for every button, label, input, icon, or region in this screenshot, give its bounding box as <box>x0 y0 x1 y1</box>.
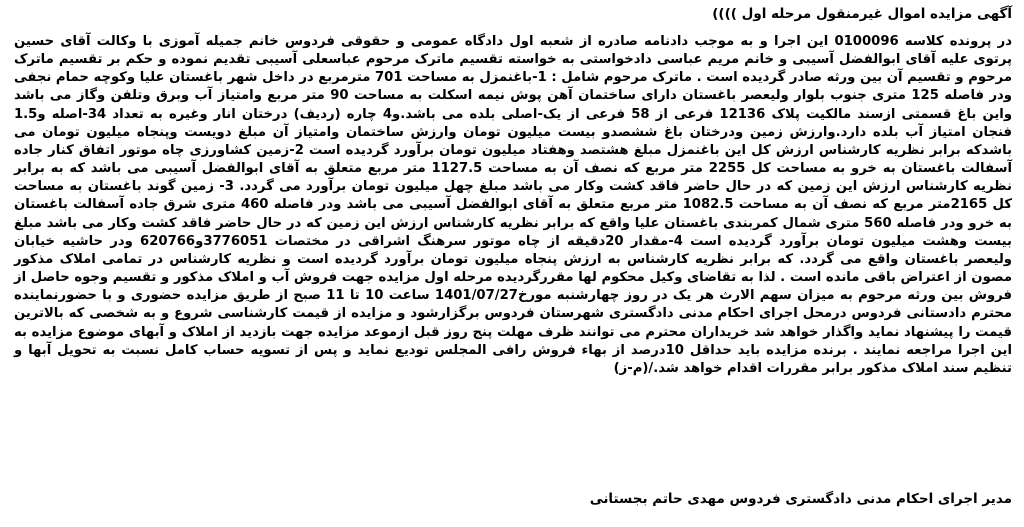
notice-signature: مدیر اجرای احکام مدنی دادگستری فردوس مهدی حاتم بجستانی <box>589 491 1012 507</box>
notice-title: آگهی مزایده اموال غیرمنقول مرحله اول )))) <box>712 6 1012 22</box>
notice-body: در پرونده کلاسه 0100096 این اجرا و به موجب دادنامه صادره از شعبه اول دادگاه عمومی و حقوقی فردوس خانم جمیله آموزی با وکالت آقای حسین پرتوی علیه آقای ابوالفضل آسیبی و خانم مریم عباسی دادخواستی به خواسته تقسیم ماترک مرحوم عباسعلی آسیبی تقدیم نموده و حکم بر تقسیم ماترک مرحوم و تقسیم آن بین ورثه صادر گردیده است . ماترک مرحوم شامل : 1-باغنمزل به مساحت 701 مترمربع در داخل شهر باغستان علیا وکوچه حمام نجفی ودر فاصله 125 متری جنوب بلوار ولیعصر باغستان دارای ساختمان آهن پوش نیمه اسکلت به مساحت 90 متر مربع وامتیاز آب وبرق وتلفن وگاز می باشد واین باغ قسمتی ازسند مالکیت پلاک 12136 فرعی از 58 فرعی از یک-اصلی بلده می باشد.و4 چاره (ردیف) درختان انار وغیره به تعداد 34-اصله و1.5 فنجان امتیاز آب بلده دارد.وارزش زمین ودرختان باغ ششصدو بیست میلیون تومان وارزش ساختمان وامتیاز آن مبلغ دویست وپنجاه میلیون تومان می باشدکه برابر نظریه کارشناس ارزش کل این باغنمزل مبلغ هشتصد وهفتاد میلیون تومان برآورد گردیده است 2-زمین کشاورزی چاه موتور اتفاق کنار جاده آسفالت باغستان به خرو به مساحت کل 2255 متر مربع که نصف آن به مساحت 1127.5 متر مربع متعلق به آقای ابوالفضل آسیبی می باشد که به برابر نظریه کارشناس ارزش این زمین که در حال حاضر فاقد کشت وکار می باشد مبلغ چهل میلیون تومان برآورد می گردد. 3- زمین گوند باغستان به مساحت کل 2165متر مربع که نصف آن به مساحت 1082.5 متر مربع متعلق به آقای ابوالفضل آسیبی می باشد ودر فاصله 460 متری شرق جاده آسفالت باغستان به خرو ودر فاصله 560 متری شمال کمربندی باغستان علیا واقع که برابر نظریه کارشناس ارزش این زمین که در حال حاضر فاقد کشت وکار می باشد مبلغ بیست وهشت میلیون تومان برآورد گردیده است 4-مقدار 20دقیقه از چاه موتور سرهنگ اشراقی در مختصات 3776051و620766 ودر حاشیه خیابان ولیعصر باغستان واقع می گردد. که برابر نظریه کارشناس به ارزش پنجاه میلیون تومان برآورد گردیده است و نظریه کارشناس در تمامی املاک مذکور مصون از اعتراض باقی مانده است . لذا به تقاضای وکیل محکوم لها مقررگردیده مرحله اول مزایده جهت فروش آب و املاک مذکور و تقسیم وجوه حاصل از فروش بین ورثه مرحوم به میزان سهم الارث هر یک در روز چهارشنبه مورخ1401/07/27 ساعت 10 تا 11 صبح از طریق مزایده حضوری و با حضورنماینده محترم دادستانی فردوس درمحل اجرای احکام مدنی دادگستری شهرستان فردوس برگزارشود و مزایده از قیمت کارشناسی شروع و به شخصی که بالاترین قیمت را پیشنهاد نماید واگذار خواهد شد خریداران محترم می توانند ظرف مهلت پنج روز قبل ازموعد مزایده جهت بازدید از املاک و آبهای موضوع مزایده به این اجرا مراجعه نمایند . برنده مزایده باید حداقل 10درصد از بهاء فروش رافی المجلس تودیع نماید و پس از تسویه حساب کامل نسبت به تحویل آبها و تنظیم سند املاک مذکور برابر مقررات اقدام خواهد شد./(م-ز) <box>14 34 1013 376</box>
auction-notice <box>14 0 1012 527</box>
